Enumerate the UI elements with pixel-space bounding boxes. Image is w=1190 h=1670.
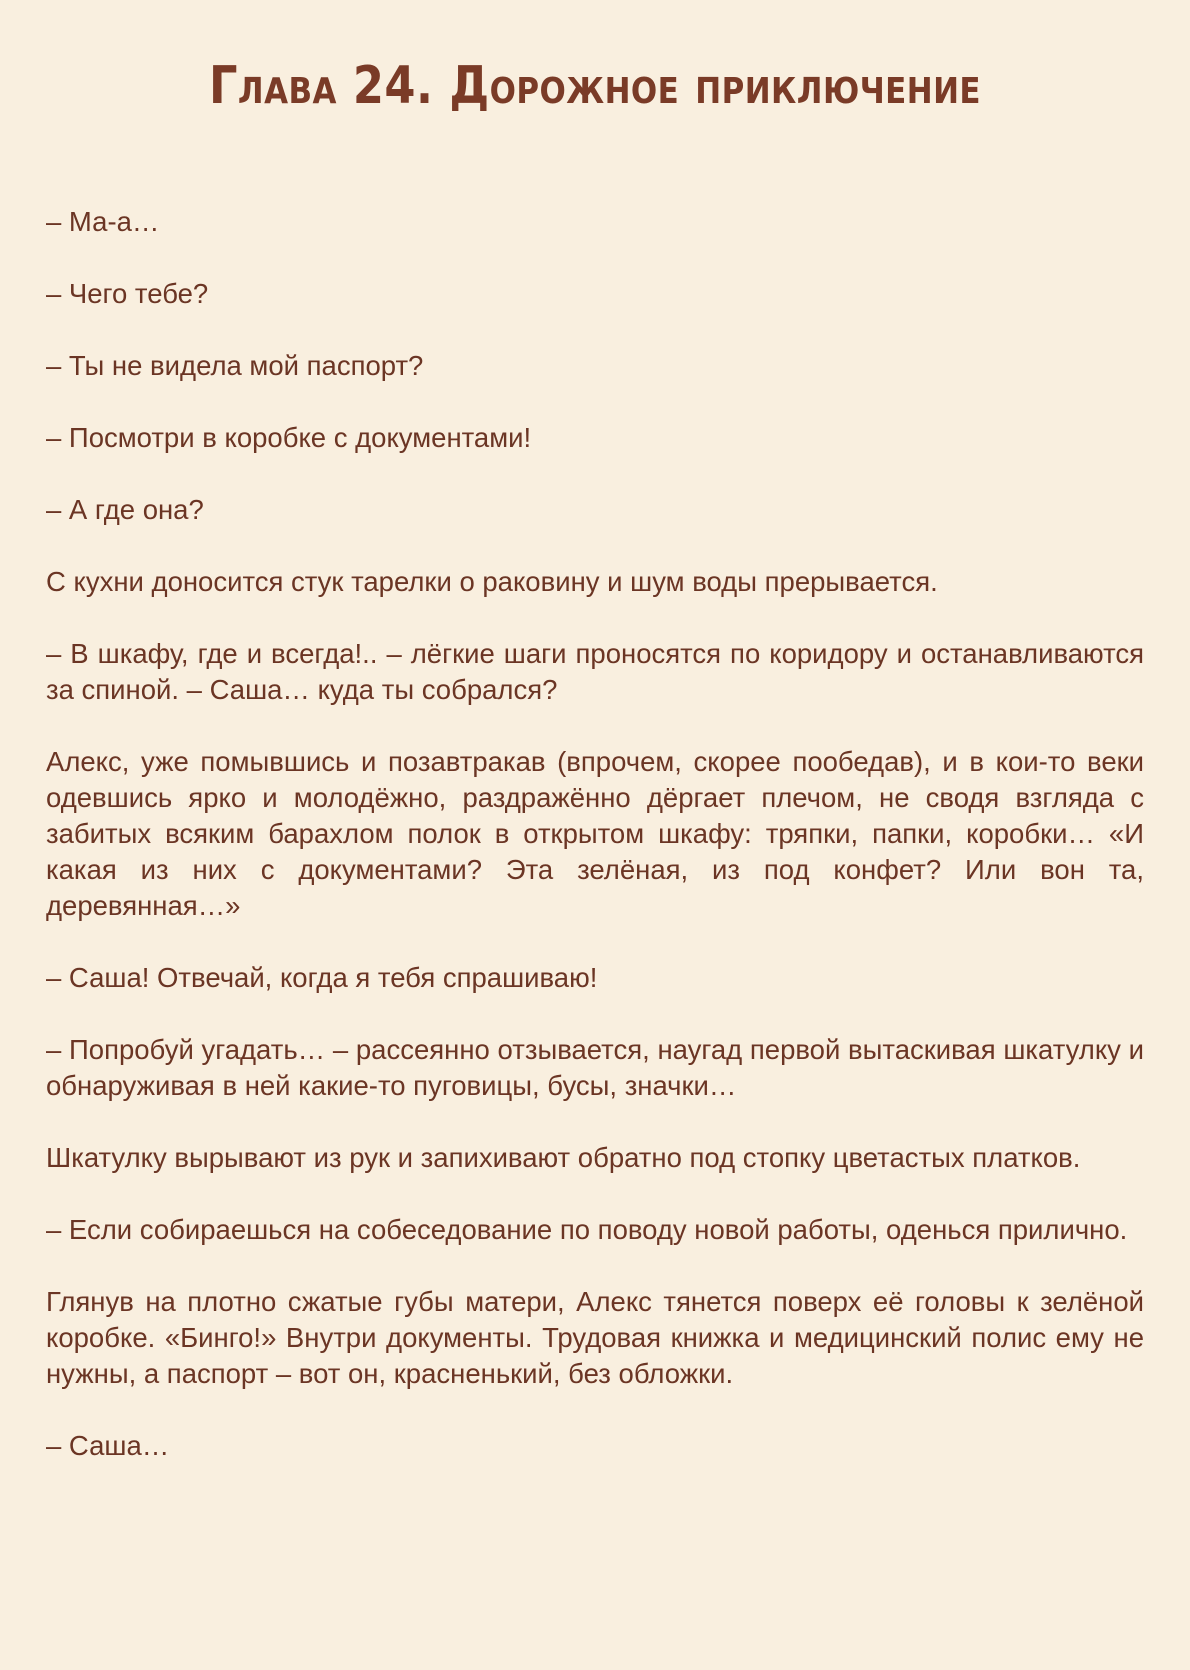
paragraph: – Ма-а… [46, 206, 160, 237]
paragraph: – Попробуй угадать… – рассеянно отзывается, наугад первой вытаскивая шкатулку и обнаруживая в ней какие-то пуговицы, бусы, значки… [46, 1034, 1144, 1101]
paragraph: – Если собираешься на собеседование по поводу новой работы, оденься прилично. [46, 1214, 1128, 1245]
chapter-body [46, 204, 1144, 1464]
paragraph: – Ты не видела мой паспорт? [46, 350, 424, 381]
paragraph: Алекс, уже помывшись и позавтракав (впрочем, скорее пообедав), и в кои-то веки одевшись ярко и молодёжно, раздражённо дёргает плечом, не сводя взгляда с забитых всяким барахлом полок в открытом шкафу: тряпки, папки, коробки… «И какая из них с документами? Эта зелёная, из под конфет? Или вон та, деревянная…» [46, 746, 1144, 921]
paragraph: – Чего тебе? [46, 278, 209, 309]
paragraph: С кухни доносится стук тарелки о раковину и шум воды прерывается. [46, 566, 938, 597]
paragraph: Глянув на плотно сжатые губы матери, Алекс тянется поверх её головы к зелёной коробке. «Бинго!» Внутри документы. Трудовая книжка и медицинский полис ему не нужны, а паспорт – вот он, красненький, без обложки. [46, 1286, 1144, 1389]
chapter-title: Глава 24. Дорожное приключение [208, 56, 982, 116]
paragraph: – Посмотри в коробке с документами! [46, 422, 532, 453]
paragraph: – Саша! Отвечай, когда я тебя спрашиваю! [46, 962, 598, 993]
paragraph: – А где она? [46, 494, 204, 525]
paragraph: – В шкафу, где и всегда!.. – лёгкие шаги проносятся по коридору и останавливаются за спиной. – Саша… куда ты собрался? [46, 638, 1144, 705]
paragraph: Шкатулку вырывают из рук и запихивают обратно под стопку цветастых платков. [46, 1142, 1081, 1173]
paragraph: – Саша… [46, 1430, 170, 1461]
